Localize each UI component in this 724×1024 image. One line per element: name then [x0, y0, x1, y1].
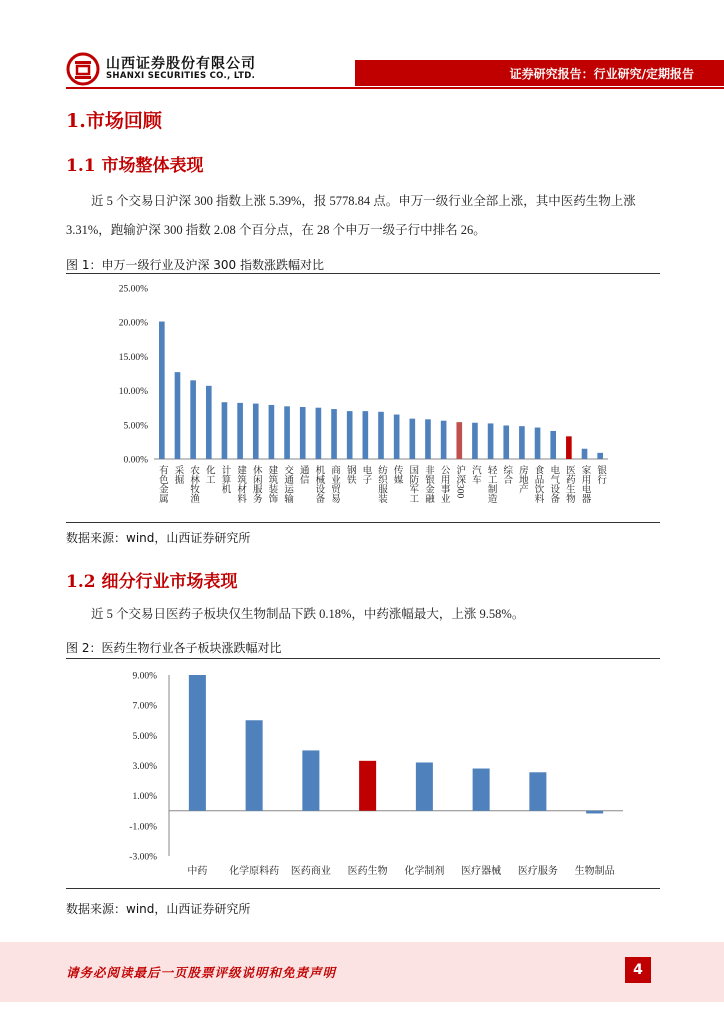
x-tick-label: 房地产: [516, 465, 527, 494]
x-tick-label: 有色金属: [156, 465, 167, 503]
x-tick-label: 公用事业: [438, 465, 449, 503]
bar: [441, 421, 447, 459]
bar: [456, 422, 462, 459]
x-tick-label: 化学制剂: [404, 866, 445, 877]
y-tick-label: 15.00%: [118, 352, 148, 363]
figure2-bottom-rule: [66, 888, 660, 889]
x-tick-label: 医疗服务: [517, 866, 558, 877]
figure1-top-rule: [66, 273, 660, 274]
bar: [503, 425, 509, 459]
bar: [302, 750, 319, 810]
figure2-top-rule: [66, 658, 660, 659]
x-tick-label: 通信: [297, 465, 308, 484]
report-type-banner: [355, 60, 724, 86]
bar: [189, 675, 206, 811]
y-tick-label: 1.00%: [132, 792, 157, 803]
figure1-source: 数据来源：wind，山西证券研究所: [66, 531, 251, 545]
bar: [246, 720, 263, 811]
bar: [378, 412, 384, 459]
x-tick-label: 农林牧渔: [188, 465, 199, 503]
x-tick-label: 沪深300: [454, 465, 465, 499]
y-tick-label: 10.00%: [118, 387, 148, 398]
bar: [535, 428, 541, 459]
x-tick-label: 非银金融: [422, 465, 433, 503]
x-tick-label: 医疗器械: [461, 866, 502, 877]
y-tick-label: -3.00%: [129, 852, 157, 863]
x-tick-label: 传媒: [391, 465, 402, 484]
footer-disclaimer: 请务必阅读最后一页股票评级说明和免责声明: [66, 965, 337, 980]
figure2-source: 数据来源：wind，山西证券研究所: [66, 902, 251, 916]
company-logo-icon: [66, 52, 100, 86]
figure2-bar-chart: [66, 665, 666, 887]
bar: [237, 403, 243, 459]
bar: [519, 426, 525, 459]
subsection-title-2: 1.2 细分行业市场表现: [66, 572, 238, 592]
figure1-title: 图 1：申万一级行业及沪深 300 指数涨跌幅对比: [66, 258, 324, 272]
x-tick-label: 商业贸易: [329, 465, 340, 503]
bar: [582, 449, 588, 459]
y-tick-label: 0.00%: [123, 455, 148, 466]
y-tick-label: 9.00%: [132, 671, 157, 682]
x-tick-label: 钢铁: [344, 465, 355, 484]
bar: [597, 453, 603, 459]
bar: [425, 419, 431, 459]
bar: [206, 386, 212, 459]
subsection-title-1: 1.1 市场整体表现: [66, 156, 204, 176]
bar: [529, 772, 546, 810]
x-tick-label: 综合: [501, 465, 512, 484]
y-tick-label: 5.00%: [123, 421, 148, 432]
paragraph-subsector: 近 5 个交易日医药子板块仅生物制品下跌 0.18%，中药涨幅最大，上涨 9.58%。: [91, 607, 525, 621]
bar: [416, 762, 433, 810]
bar: [586, 811, 603, 814]
x-tick-label: 计算机: [219, 465, 230, 494]
x-tick-label: 医药生物: [347, 866, 388, 877]
bar: [190, 380, 196, 459]
x-tick-label: 医药商业: [290, 866, 331, 877]
bar: [316, 408, 322, 459]
bar: [284, 406, 290, 459]
x-tick-label: 轻工制造: [485, 465, 496, 503]
x-tick-label: 家用电器: [579, 465, 590, 503]
y-tick-label: 20.00%: [118, 318, 148, 329]
y-tick-label: 5.00%: [132, 731, 157, 742]
header-divider: [66, 87, 724, 89]
x-tick-label: 纺织服装: [376, 465, 386, 503]
paragraph-market-overview: 近 5 个交易日沪深 300 指数上涨 5.39%，报 5778.84 点。申万一级行业全部上涨，其中医药生物上涨 3.31%，跑输沪深 300 指数 2.08 个百分点，在 28 个申万一级子行中排名 26。: [66, 194, 636, 237]
bar: [269, 405, 275, 459]
report-type-label: 证券研究报告：行业研究/定期报告: [509, 67, 694, 81]
figure1-bottom-rule: [66, 522, 660, 523]
x-tick-label: 建筑材料: [235, 465, 246, 503]
figure1-bar-chart: [66, 275, 666, 520]
bar: [359, 761, 376, 811]
bar: [566, 436, 572, 459]
x-tick-label: 汽车: [469, 465, 480, 484]
x-tick-label: 银行: [595, 465, 606, 484]
bar: [550, 431, 556, 459]
bar: [473, 769, 490, 811]
page-number: 4: [625, 957, 651, 983]
x-tick-label: 采掘: [172, 465, 183, 484]
x-tick-label: 交通运输: [282, 465, 293, 503]
bar: [300, 407, 306, 459]
company-name-cn: 山西证券股份有限公司: [106, 56, 256, 72]
y-tick-label: 3.00%: [132, 762, 157, 772]
x-tick-label: 化学原料药: [229, 866, 280, 877]
bar: [159, 322, 165, 459]
x-tick-label: 机械设备: [313, 465, 324, 503]
bar: [331, 409, 337, 459]
x-tick-label: 建筑装饰: [266, 465, 277, 503]
x-tick-label: 医药生物: [563, 465, 574, 503]
section-title: 1.市场回顾: [66, 110, 162, 132]
x-tick-label: 休闲服务: [250, 465, 261, 503]
bar: [394, 415, 400, 459]
bar: [409, 419, 415, 459]
x-tick-label: 食品饮料: [532, 465, 543, 503]
bar: [222, 402, 228, 459]
x-tick-label: 国防军工: [407, 465, 418, 503]
x-tick-label: 化工: [203, 465, 214, 484]
bar: [347, 411, 353, 459]
figure2-title: 图 2：医药生物行业各子板块涨跌幅对比: [66, 641, 282, 655]
bar: [175, 372, 181, 459]
x-tick-label: 中药: [187, 866, 208, 877]
x-tick-label: 电子: [360, 465, 371, 484]
x-tick-label: 生物制品: [574, 866, 615, 877]
company-name-en: SHANXI SECURITIES CO., LTD.: [106, 71, 256, 81]
x-tick-label: 电气设备: [548, 465, 559, 503]
y-tick-label: 25.00%: [118, 284, 148, 295]
bar: [472, 423, 478, 459]
y-tick-label: -1.00%: [129, 822, 157, 833]
bar: [253, 404, 259, 459]
bar: [488, 423, 494, 459]
y-tick-label: 7.00%: [132, 701, 157, 712]
bar: [363, 411, 369, 459]
